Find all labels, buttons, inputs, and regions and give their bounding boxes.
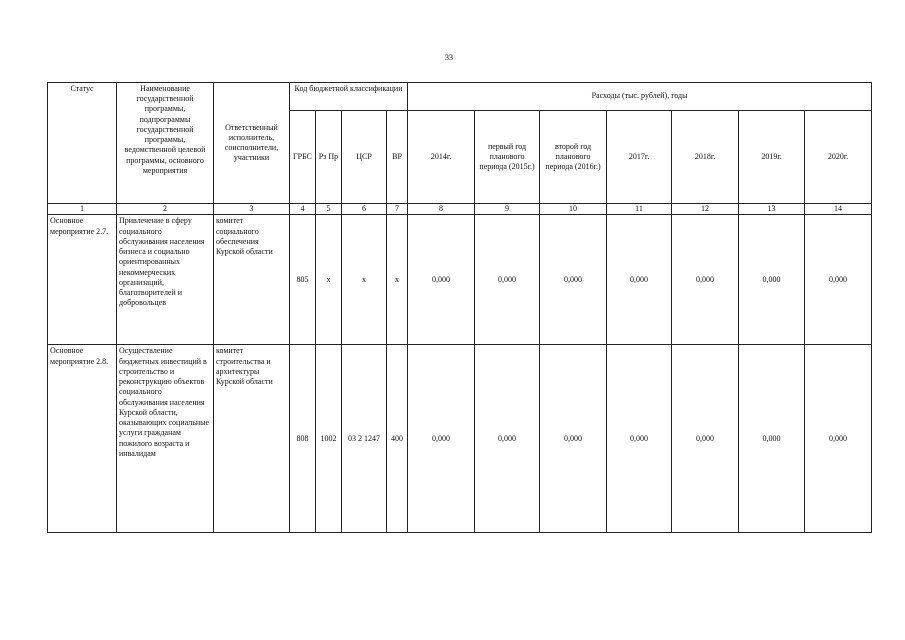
row-responsible: комитет социального обеспечения Курской области bbox=[214, 215, 290, 345]
row-value-2014: 0,000 bbox=[408, 215, 475, 345]
header-year-2019: 2019г. bbox=[739, 111, 805, 204]
row-csr: 03 2 1247 bbox=[342, 345, 387, 533]
header-year-2015: первый год планового периода (2015г.) bbox=[475, 111, 540, 204]
row-value-2015: 0,000 bbox=[475, 345, 540, 533]
row-name: Привлечение в сферу социального обслуживания населения бизнеса и социально ориентированных некоммерческих организаций, благотворителей и добровольцев bbox=[117, 215, 214, 345]
header-csr: ЦСР bbox=[342, 111, 387, 204]
column-number: 3 bbox=[214, 204, 290, 215]
row-value-2016: 0,000 bbox=[540, 215, 607, 345]
header-year-2018: 2018г. bbox=[672, 111, 739, 204]
header-year-2020: 2020г. bbox=[805, 111, 872, 204]
table-row bbox=[48, 215, 872, 345]
row-value-2020: 0,000 bbox=[805, 215, 872, 345]
header-year-2017: 2017г. bbox=[607, 111, 672, 204]
column-number: 12 bbox=[672, 204, 739, 215]
budget-table bbox=[47, 82, 872, 533]
row-value-2019: 0,000 bbox=[739, 215, 805, 345]
header-expenses: Расходы (тыс. рублей), годы bbox=[408, 83, 872, 111]
column-number: 6 bbox=[342, 204, 387, 215]
column-number: 8 bbox=[408, 204, 475, 215]
header-budget-code: Код бюджетной классификации bbox=[290, 83, 408, 111]
header-responsible: Ответственный исполнитель, соисполнители, участники bbox=[214, 83, 290, 204]
page-number: 33 bbox=[445, 53, 453, 62]
row-rzpr: 1002 bbox=[316, 345, 342, 533]
column-number: 10 bbox=[540, 204, 607, 215]
column-number: 14 bbox=[805, 204, 872, 215]
header-year-2014: 2014г. bbox=[408, 111, 475, 204]
row-value-2016: 0,000 bbox=[540, 345, 607, 533]
row-responsible: комитет строительства и архитектуры Курской области bbox=[214, 345, 290, 533]
row-name: Осуществление бюджетных инвестиций в строительство и реконструкцию объектов социального обслуживания населения Курской области, оказывающих социальные услуги гражданам пожилого возраста и инвалидам bbox=[117, 345, 214, 533]
row-vr: 400 bbox=[387, 345, 408, 533]
row-value-2019: 0,000 bbox=[739, 345, 805, 533]
row-status: Основное мероприятие 2.7. bbox=[48, 215, 117, 345]
row-vr: x bbox=[387, 215, 408, 345]
row-value-2017: 0,000 bbox=[607, 345, 672, 533]
column-number-row bbox=[48, 204, 872, 215]
row-status: Основное мероприятие 2.8. bbox=[48, 345, 117, 533]
header-rzpr: Рз Пр bbox=[316, 111, 342, 204]
header-grbs: ГРБС bbox=[290, 111, 316, 204]
row-rzpr: x bbox=[316, 215, 342, 345]
row-value-2017: 0,000 bbox=[607, 215, 672, 345]
row-value-2018: 0,000 bbox=[672, 215, 739, 345]
column-number: 2 bbox=[117, 204, 214, 215]
header-vr: ВР bbox=[387, 111, 408, 204]
row-value-2018: 0,000 bbox=[672, 345, 739, 533]
row-value-2014: 0,000 bbox=[408, 345, 475, 533]
row-value-2015: 0,000 bbox=[475, 215, 540, 345]
row-grbs: 808 bbox=[290, 345, 316, 533]
column-number: 11 bbox=[607, 204, 672, 215]
row-value-2020: 0,000 bbox=[805, 345, 872, 533]
column-number: 7 bbox=[387, 204, 408, 215]
column-number: 4 bbox=[290, 204, 316, 215]
column-number: 13 bbox=[739, 204, 805, 215]
header-status: Статус bbox=[48, 83, 117, 204]
column-number: 1 bbox=[48, 204, 117, 215]
header-name: Наименование государственной программы, подпрограммы государственной программы, ведомственной целевой программы, основного мероприятия bbox=[117, 83, 214, 204]
column-number: 9 bbox=[475, 204, 540, 215]
column-number: 5 bbox=[316, 204, 342, 215]
row-grbs: 805 bbox=[290, 215, 316, 345]
header-year-2016: второй год планового периода (2016г.) bbox=[540, 111, 607, 204]
row-csr: x bbox=[342, 215, 387, 345]
table-row bbox=[48, 345, 872, 533]
